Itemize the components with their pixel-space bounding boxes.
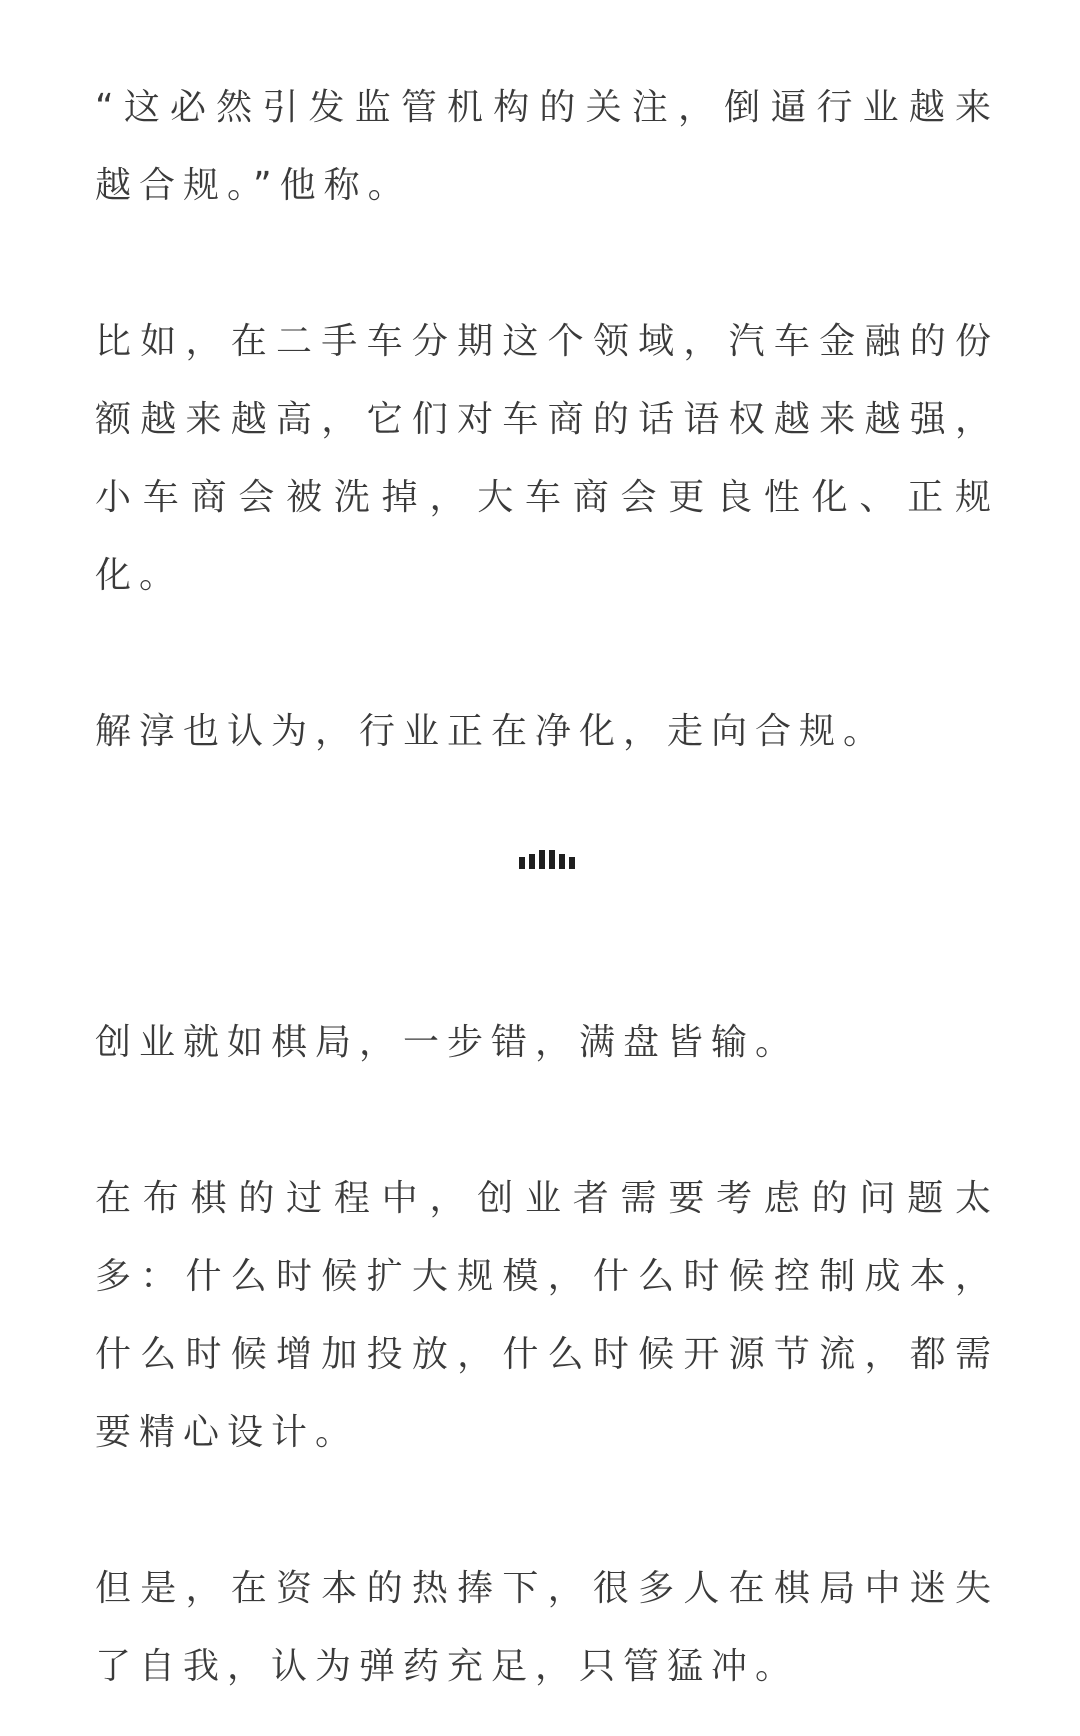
paragraph-line: 多：什么时候扩大规模，什么时候控制成本， <box>95 1256 999 1297</box>
paragraph-line: 化。 <box>95 555 184 596</box>
divider-bar <box>529 854 535 869</box>
paragraph <box>95 69 999 225</box>
divider-bar <box>519 857 525 869</box>
paragraph-line: 解淳也认为，行业正在净化，走向合规。 <box>95 711 888 752</box>
divider-bar <box>539 850 545 869</box>
section-divider <box>95 849 999 1004</box>
article-section-1 <box>95 69 999 771</box>
paragraph <box>95 1160 999 1472</box>
article-section-2 <box>95 1004 999 1706</box>
paragraph-line: 越合规。”他称。 <box>95 165 412 206</box>
paragraph <box>95 1004 999 1082</box>
paragraph-line: 但是，在资本的热捧下，很多人在棋局中迷失 <box>95 1568 999 1609</box>
paragraph-line: 创业就如棋局，一步错，满盘皆输。 <box>95 1022 800 1063</box>
paragraph-line: 额越来越高，它们对车商的话语权越来越强， <box>95 399 999 440</box>
paragraph-line: 了自我，认为弹药充足，只管猛冲。 <box>95 1646 800 1687</box>
paragraph-line: 在布棋的过程中，创业者需要考虑的问题太 <box>95 1178 999 1219</box>
paragraph <box>95 693 999 771</box>
divider-bar <box>559 854 565 869</box>
equalizer-bars-icon <box>519 849 575 869</box>
paragraph <box>95 303 999 615</box>
paragraph-line: 小车商会被洗掉，大车商会更良性化、正规 <box>95 477 999 518</box>
paragraph-line: “这必然引发监管机构的关注，倒逼行业越来 <box>95 87 999 128</box>
divider-bar <box>549 850 555 869</box>
paragraph-line: 比如，在二手车分期这个领域，汽车金融的份 <box>95 321 999 362</box>
paragraph <box>95 1550 999 1706</box>
divider-bar <box>569 857 575 869</box>
paragraph-line: 要精心设计。 <box>95 1412 360 1453</box>
paragraph-line: 什么时候增加投放，什么时候开源节流，都需 <box>95 1334 999 1375</box>
